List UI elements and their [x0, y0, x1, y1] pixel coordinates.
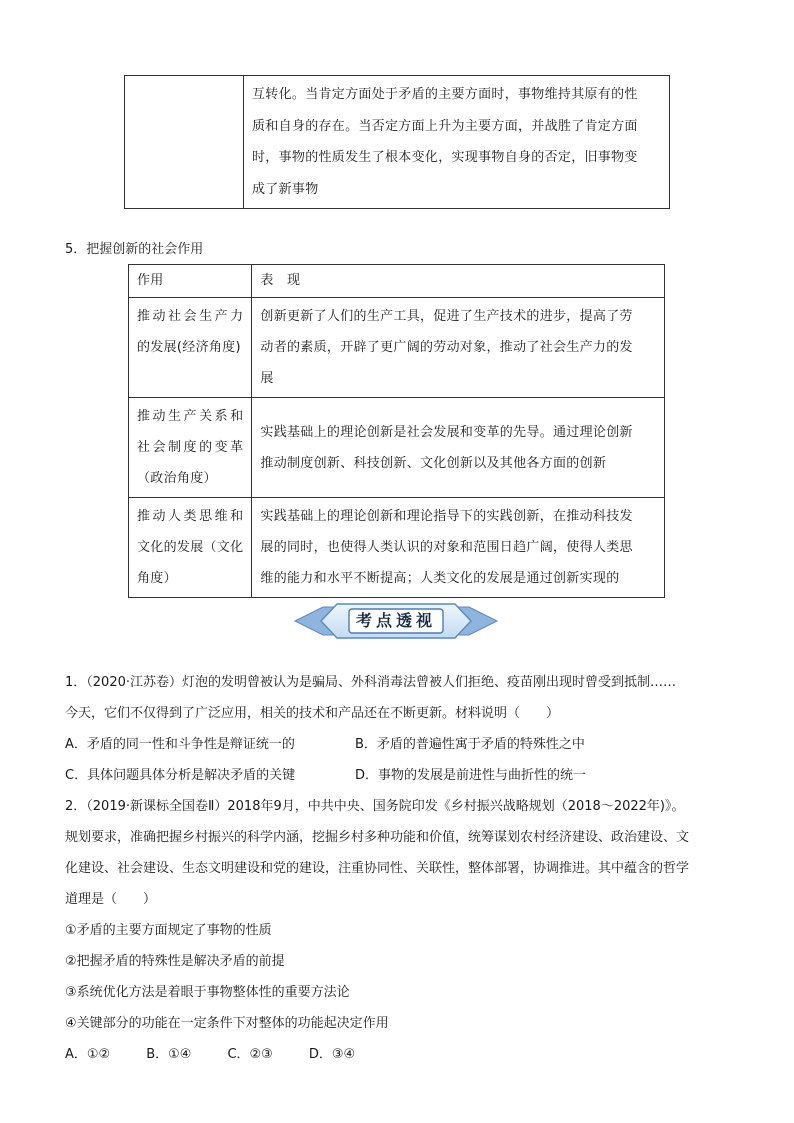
question-stem-line: 道理是（ ） — [65, 892, 157, 907]
option-row — [65, 1039, 735, 1070]
text-line: 展的同时，也使得人类认识的对象和范围日趋广阔，使得人类思 — [260, 540, 633, 555]
innovation-role-table — [128, 264, 665, 598]
section-heading: 5．把握创新的社会作用 — [65, 242, 204, 257]
option-a[interactable]: A．矛盾的同一性和斗争性是辩证统一的 — [65, 737, 295, 752]
manifest-cell — [252, 298, 665, 398]
question-stem-line: 2．（2019·新课标全国卷Ⅱ）2018年9月，中共中央、国务院印发《乡村振兴战略规划（2018～2022年)》。 — [65, 799, 685, 814]
text-line: 互转化。当肯定方面处于矛盾的主要方面时，事物维持其原有的性 — [252, 87, 638, 102]
role-line: 推动人类思维和 — [137, 509, 244, 524]
role-cell — [129, 298, 252, 398]
option-c[interactable]: C．②③ — [227, 1047, 273, 1062]
role-line: 的发展(经济角度) — [137, 340, 241, 355]
text-line: 质和自身的存在。当否定方面上升为主要方面，并战胜了肯定方面 — [252, 118, 638, 134]
question-stem-line: 今天，它们不仅得到了广泛应用，相关的技术和产品还在不断更新。材料说明（ ） — [65, 706, 560, 721]
manifest-cell — [252, 498, 665, 598]
option-row — [65, 760, 735, 791]
manifest-cell — [252, 398, 665, 498]
table-row — [129, 498, 665, 598]
option-d[interactable]: D．事物的发展是前进性与曲折性的统一 — [355, 768, 587, 783]
text-line: 实践基础上的理论创新和理论指导下的实践创新，在推动科技发 — [260, 509, 633, 524]
question-stem-line: 规划要求，准确把握乡村振兴的科学内涵，挖掘乡村多种功能和价值，统筹谋划农村经济建设、政治建设、文 — [65, 830, 690, 845]
option-d[interactable]: D．③④ — [308, 1047, 356, 1062]
question-2 — [65, 791, 735, 1070]
text-line: 动者的素质，开辟了更广阔的劳动对象，推动了社会生产力的发 — [260, 340, 633, 355]
option-b[interactable]: B．矛盾的普遍性寓于矛盾的特殊性之中 — [355, 737, 585, 752]
banner-title: 考点透视 — [355, 611, 436, 630]
table-row — [129, 398, 665, 498]
role-line: 角度） — [137, 571, 177, 586]
text-line: 成了新事物 — [252, 181, 319, 197]
table-header-row — [129, 265, 665, 298]
question-1 — [65, 667, 735, 791]
option-row — [65, 729, 735, 760]
statement-1: ①矛盾的主要方面规定了事物的性质 — [65, 923, 272, 938]
statement-4: ④关键部分的功能在一定条件下对整体的功能起决定作用 — [65, 1016, 389, 1031]
role-line: 推动生产关系和 — [137, 409, 244, 424]
option-b[interactable]: B．①④ — [146, 1047, 192, 1062]
role-line: 推动社会生产力 — [137, 309, 244, 324]
statement-3: ③系统优化方法是着眼于事物整体性的重要方法论 — [65, 985, 350, 1000]
table-row — [125, 76, 670, 209]
role-cell — [129, 498, 252, 598]
continuation-table — [124, 75, 670, 209]
text-line: 创新更新了人们的生产工具，促进了生产技术的进步，提高了劳 — [260, 309, 633, 324]
header-manifest: 表 现 — [252, 265, 665, 298]
header-role: 作用 — [129, 265, 252, 298]
option-c[interactable]: C．具体问题具体分析是解决矛盾的关键 — [65, 768, 296, 783]
empty-cell — [125, 76, 244, 209]
section-banner — [293, 601, 499, 641]
statement-2: ②把握矛盾的特殊性是解决矛盾的前提 — [65, 954, 285, 969]
question-stem-line: 1．（2020·江苏卷）灯泡的发明曾被认为是骗局、外科消毒法曾被人们拒绝、疫苗刚出现时曾受到抵制…… — [65, 675, 676, 690]
option-a[interactable]: A．①② — [65, 1047, 111, 1062]
text-line: 展 — [260, 371, 274, 386]
role-line: 社会制度的变革 — [137, 440, 244, 455]
question-stem-line: 化建设、社会建设、生态文明建设和党的建设，注重协同性、关联性，整体部署，协调推进。其中蕴含的哲学 — [65, 861, 690, 876]
text-line: 维的能力和水平不断提高；人类文化的发展是通过创新实现的 — [260, 571, 620, 586]
role-line: 文化的发展（文化 — [137, 540, 244, 555]
table-row — [129, 298, 665, 398]
text-line: 时，事物的性质发生了根本变化，实现事物自身的否定，旧事物变 — [252, 150, 638, 165]
role-line: （政治角度） — [137, 471, 217, 486]
description-cell — [244, 76, 670, 209]
role-cell — [129, 398, 252, 498]
text-line: 实践基础上的理论创新是社会发展和变革的先导。通过理论创新 — [260, 424, 633, 440]
text-line: 推动制度创新、科技创新、文化创新以及其他各方面的创新 — [260, 455, 607, 471]
